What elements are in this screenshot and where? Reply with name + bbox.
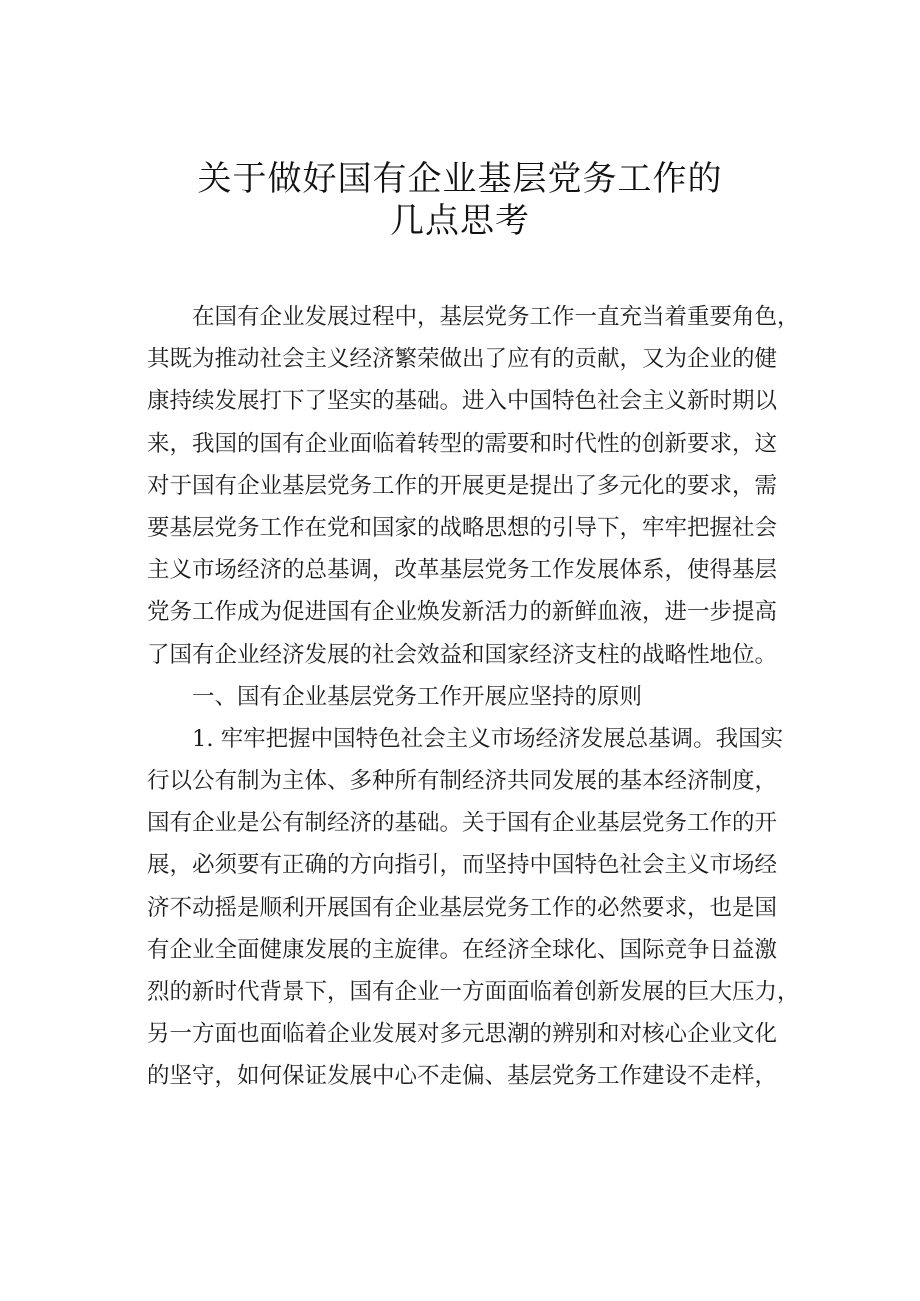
paragraph-line: 要基层党务工作在党和国家的战略思想的引导下，牢牢把握社会 — [147, 514, 778, 541]
paragraph-line: 康持续发展打下了坚实的基础。进入中国特色社会主义新时期以 — [147, 388, 778, 415]
paragraph-line: 行以公有制为主体、多种所有制经济共同发展的基本经济制度， — [147, 768, 778, 795]
document-body — [147, 296, 800, 1098]
paragraph-line: 了国有企业经济发展的社会效益和国家经济支柱的战略性地位。 — [147, 641, 778, 668]
paragraph-line: 党务工作成为促进国有企业焕发新活力的新鲜血液，进一步提高 — [147, 599, 778, 626]
title-line: 关于做好国有企业基层党务工作的 — [197, 159, 723, 199]
paragraph-line: 的坚守，如何保证发展中心不走偏、基层党务工作建设不走样， — [147, 1063, 778, 1090]
paragraph-line: 济不动摇是顺利开展国有企业基层党务工作的必然要求，也是国 — [147, 894, 778, 921]
section-heading: 一、国有企业基层党务工作开展应坚持的原则 — [192, 683, 643, 710]
paragraph-line: 另一方面也面临着企业发展对多元思潮的辨别和对核心企业文化 — [147, 1021, 778, 1048]
paragraph-line: 展，必须要有正确的方向指引，而坚持中国特色社会主义市场经 — [147, 852, 778, 879]
paragraph-line: 对于国有企业基层党务工作的开展更是提出了多元化的要求，需 — [147, 472, 778, 499]
paragraph-line: 国有企业是公有制经济的基础。关于国有企业基层党务工作的开 — [147, 810, 778, 837]
paragraph-line: 烈的新时代背景下，国有企业一方面面临着创新发展的巨大压力， — [147, 979, 800, 1005]
paragraph-line: 其既为推动社会主义经济繁荣做出了应有的贡献，又为企业的健 — [147, 346, 778, 373]
paragraph-line: 有企业全面健康发展的主旋律。在经济全球化、国际竞争日益激 — [147, 936, 778, 963]
document-title — [0, 158, 920, 242]
paragraph-line: 主义市场经济的总基调，改革基层党务工作发展体系，使得基层 — [147, 557, 778, 584]
title-line: 几点思考 — [390, 201, 530, 241]
paragraph-line: 在国有企业发展过程中，基层党务工作一直充当着重要角色， — [192, 304, 800, 330]
paragraph-line: 来，我国的国有企业面临着转型的需要和时代性的创新要求，这 — [147, 430, 778, 457]
paragraph-line: 1. 牢牢把握中国特色社会主义市场经济发展总基调。我国实 — [192, 725, 784, 752]
